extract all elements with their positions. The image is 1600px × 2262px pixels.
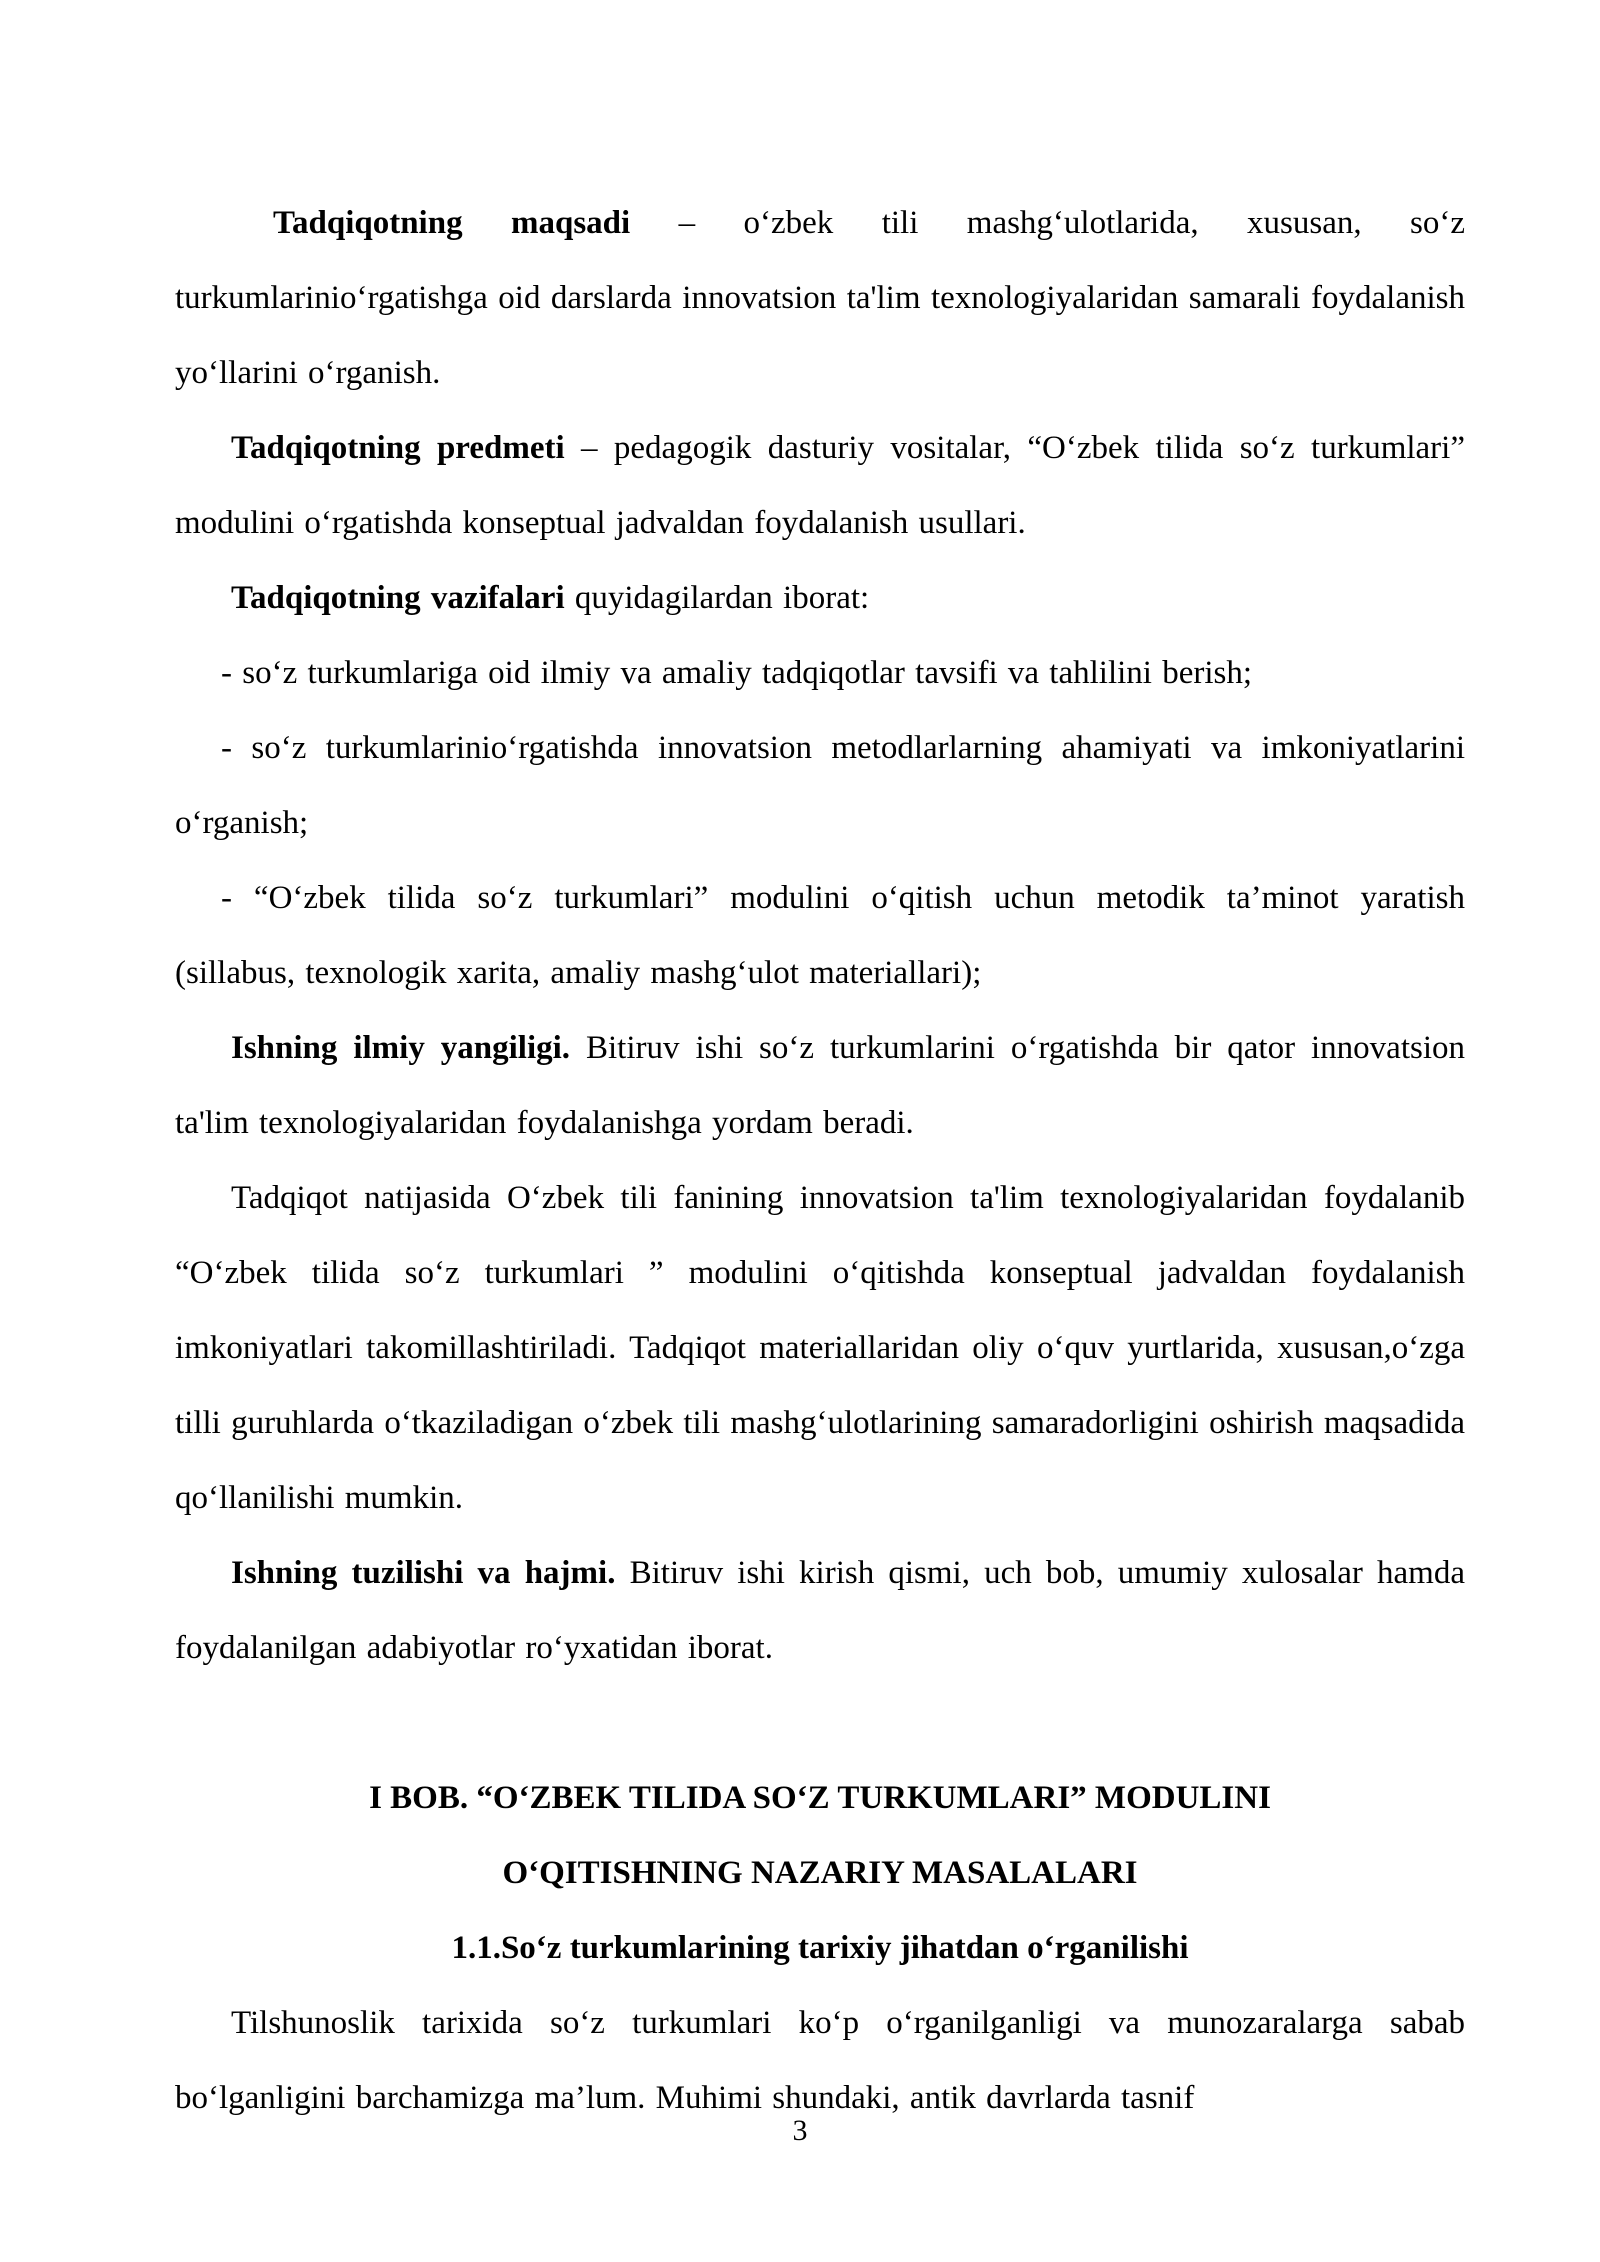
paragraph-research-goal (175, 186, 1465, 411)
paragraph-research-tasks (175, 561, 1465, 636)
paragraph-lead: Ishning ilmiy yangiligi. (231, 1030, 571, 1066)
section-heading: 1.1.So‘z turkumlarining tarixiy jihatdan o‘rganilishi (451, 1930, 1189, 1966)
paragraph-text: Tadqiqot natijasida O‘zbek tili fanining innovatsion ta'lim texnologiyalaridan foydalanib “O‘zbek tilida so‘z turkumlari ” modulini o‘qitishda konseptual jadvaldan foydalanish imkoniyatlari takomillashtiriladi. Tadqiqot materiallaridan oliy o‘quv yurtlarida, xususan,o‘zga tilli guruhlarda o‘tkaziladigan o‘zbek tili mashg‘ulotlarining samaradorligini oshirish maqsadida qo‘llanilishi mumkin. (175, 1180, 1465, 1516)
paragraph-structure-volume (175, 1536, 1465, 1686)
paragraph-text: quyidagilardan iborat: (564, 580, 870, 616)
paragraph-lead: Tadqiqotning maqsadi (273, 205, 631, 241)
vertical-gap (175, 1686, 1465, 1761)
paragraph-text: – pedagogik dasturiy vositalar, “O‘zbek tilida so‘z turkumlari” modulini o‘rgatishda konseptual jadvaldan foydalanish usullari. (175, 430, 1465, 541)
paragraph-text: – o‘zbek tili mashg‘ulotlarida, xususan, so‘z turkumlarinio‘rgatishga oid darslarda innovatsion ta'lim texnologiyalaridan samarali foydalanish yo‘llarini o‘rganish. (175, 205, 1465, 391)
chapter-heading-line2: O‘QITISHNING NAZARIY MASALALARI (502, 1855, 1138, 1891)
paragraph-lead: Tadqiqotning predmeti (231, 430, 565, 466)
paragraph-research-subject (175, 411, 1465, 561)
paragraph-task-item-3 (175, 861, 1465, 1011)
paragraph-text: - so‘z turkumlarinio‘rgatishda innovatsion metodlarlarning ahamiyati va imkoniyatlarini o‘rganish; (175, 730, 1465, 841)
paragraph-research-results (175, 1161, 1465, 1536)
paragraph-lead: Tadqiqotning vazifalari (231, 580, 565, 616)
paragraph-text: Bitiruv ishi kirish qismi, uch bob, umumiy xulosalar hamda foydalanilgan adabiyotlar ro‘yxatidan iborat. (175, 1555, 1465, 1666)
paragraph-text: - “O‘zbek tilida so‘z turkumlari” modulini o‘qitish uchun metodik ta’minot yaratish (sillabus, texnologik xarita, amaliy mashg‘ulot materiallari); (175, 880, 1465, 991)
paragraph-task-item-2 (175, 711, 1465, 861)
page-content (175, 186, 1465, 2136)
chapter-heading-line1: I BOB. “O‘ZBEK TILIDA SO‘Z TURKUMLARI” MODULINI (369, 1780, 1271, 1816)
paragraph-task-item-1 (175, 636, 1465, 711)
paragraph-section-intro: Tilshunoslik tarixida so‘z turkumlari ko‘p o‘rganilganligi va munozaralarga sabab bo‘lganligini barchamizga ma’lum. Muhimi shundaki, antik davrlarda tasnif (175, 2005, 1465, 2116)
paragraph-text: - so‘z turkumlariga oid ilmiy va amaliy tadqiqotlar tavsifi va tahlilini berish; (221, 655, 1253, 691)
paragraph-text: Bitiruv ishi so‘z turkumlarini o‘rgatishda bir qator innovatsion ta'lim texnologiyalaridan foydalanishga yordam beradi. (175, 1030, 1465, 1141)
page-number: 3 (792, 2114, 808, 2147)
paragraph-lead: Ishning tuzilishi va hajmi. (231, 1555, 616, 1591)
paragraph-scientific-novelty (175, 1011, 1465, 1161)
